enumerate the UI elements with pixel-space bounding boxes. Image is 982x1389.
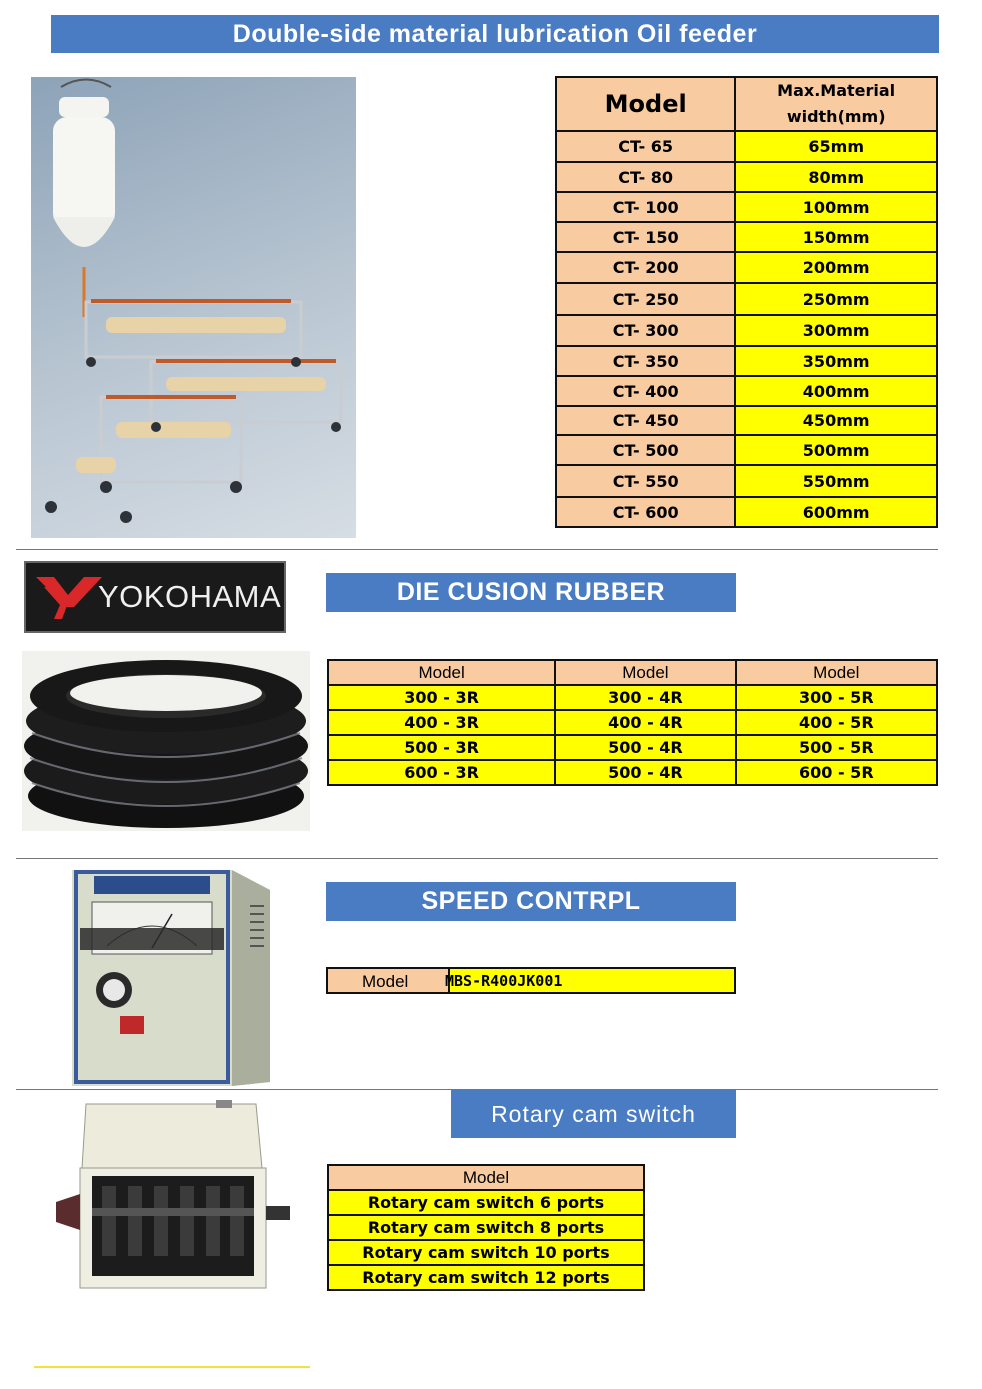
- feeder-model-cell: CT- 350: [556, 346, 735, 376]
- table-row: [556, 406, 937, 435]
- feeder-width-cell: 600mm: [735, 497, 937, 527]
- cam-cell: Rotary cam switch 10 ports: [328, 1240, 644, 1265]
- feeder-width-cell: 80mm: [735, 162, 937, 192]
- table-row: [328, 1265, 644, 1290]
- speed-title-banner: [326, 882, 736, 921]
- rubber-cell: 500 - 4R: [555, 735, 735, 760]
- table-row: [328, 760, 937, 785]
- rubber-cell: 500 - 4R: [555, 760, 735, 785]
- rubber-title-banner: [326, 573, 736, 612]
- feeder-model-cell: CT- 250: [556, 283, 735, 315]
- speed-title: SPEED CONTRPL: [421, 887, 641, 915]
- divider: [16, 549, 938, 550]
- rubber-table: [327, 659, 938, 786]
- rubber-cell: 400 - 4R: [555, 710, 735, 735]
- table-row: [556, 283, 937, 315]
- cam-table: [327, 1164, 645, 1291]
- rubber-cell: 600 - 5R: [736, 760, 937, 785]
- feeder-model-cell: CT- 400: [556, 376, 735, 406]
- table-row: [556, 252, 937, 283]
- rubber-header-cell: Model: [328, 660, 555, 685]
- rubber-cell: 300 - 4R: [555, 685, 735, 710]
- feeder-model-cell: CT- 100: [556, 192, 735, 222]
- speed-controller-photo: [62, 866, 282, 1086]
- rotary-cam-switch-photo: [56, 1098, 290, 1298]
- table-header-row: [328, 1165, 644, 1190]
- speed-model-value: MBS-R400JK001: [445, 972, 563, 990]
- feeder-width-cell: 450mm: [735, 406, 937, 435]
- table-row: [556, 497, 937, 527]
- table-row: [556, 465, 937, 497]
- feeder-width-cell: 200mm: [735, 252, 937, 283]
- table-row: [556, 315, 937, 346]
- table-row: [328, 1240, 644, 1265]
- yokohama-logo: [24, 561, 286, 633]
- table-row: [556, 346, 937, 376]
- rubber-header-cell: Model: [736, 660, 937, 685]
- table-row: [556, 376, 937, 406]
- cam-cell: Rotary cam switch 6 ports: [328, 1190, 644, 1215]
- feeder-title: Double-side material lubrication Oil feeder: [232, 20, 758, 48]
- table-row: [556, 222, 937, 252]
- cam-title-banner: [451, 1090, 736, 1138]
- rubber-cell: 400 - 5R: [736, 710, 937, 735]
- speed-model-label-cell: [328, 969, 450, 992]
- feeder-width-cell: 500mm: [735, 435, 937, 465]
- table-row: [556, 131, 937, 162]
- rubber-cell: 500 - 3R: [328, 735, 555, 760]
- rubber-cell: 600 - 3R: [328, 760, 555, 785]
- oil-feeder-photo: [31, 77, 356, 538]
- cam-cell: Rotary cam switch 8 ports: [328, 1215, 644, 1240]
- table-row: [556, 192, 937, 222]
- bottom-accent-line: [34, 1366, 310, 1368]
- feeder-width-cell: 550mm: [735, 465, 937, 497]
- feeder-model-cell: CT- 500: [556, 435, 735, 465]
- feeder-header-model: Model: [556, 77, 735, 131]
- feeder-width-cell: 65mm: [735, 131, 937, 162]
- feeder-width-cell: 250mm: [735, 283, 937, 315]
- speed-model-label: Model: [362, 972, 409, 991]
- speed-model-row: [326, 967, 736, 994]
- yokohama-brand-text: YOKOHAMA: [98, 579, 282, 614]
- feeder-model-cell: CT- 65: [556, 131, 735, 162]
- rubber-cell: 300 - 5R: [736, 685, 937, 710]
- rubber-cell: 300 - 3R: [328, 685, 555, 710]
- table-header-row: [328, 660, 937, 685]
- divider: [16, 858, 938, 859]
- table-row: [556, 162, 937, 192]
- die-cushion-rubber-photo: [22, 651, 310, 831]
- feeder-model-cell: CT- 550: [556, 465, 735, 497]
- feeder-width-cell: 400mm: [735, 376, 937, 406]
- cam-title: Rotary cam switch: [491, 1101, 696, 1127]
- feeder-table: [555, 76, 938, 528]
- feeder-title-banner: [51, 15, 939, 53]
- feeder-width-cell: 150mm: [735, 222, 937, 252]
- rubber-title: DIE CUSION RUBBER: [396, 578, 666, 606]
- rubber-cell: 400 - 3R: [328, 710, 555, 735]
- feeder-model-cell: CT- 300: [556, 315, 735, 346]
- feeder-width-cell: 100mm: [735, 192, 937, 222]
- table-row: [328, 735, 937, 760]
- feeder-model-cell: CT- 200: [556, 252, 735, 283]
- table-row: [556, 435, 937, 465]
- table-row: [328, 1190, 644, 1215]
- feeder-model-cell: CT- 450: [556, 406, 735, 435]
- rubber-cell: 500 - 5R: [736, 735, 937, 760]
- cam-header-cell: Model: [328, 1165, 644, 1190]
- rubber-header-cell: Model: [555, 660, 735, 685]
- feeder-header-width: Max.Material width(mm): [735, 77, 937, 131]
- yokohama-logo-mark: [34, 573, 104, 623]
- table-row: [328, 1215, 644, 1240]
- feeder-width-cell: 350mm: [735, 346, 937, 376]
- feeder-model-cell: CT- 80: [556, 162, 735, 192]
- table-row: [328, 710, 937, 735]
- feeder-model-cell: CT- 150: [556, 222, 735, 252]
- feeder-model-cell: CT- 600: [556, 497, 735, 527]
- table-row: [328, 685, 937, 710]
- feeder-width-cell: 300mm: [735, 315, 937, 346]
- cam-cell: Rotary cam switch 12 ports: [328, 1265, 644, 1290]
